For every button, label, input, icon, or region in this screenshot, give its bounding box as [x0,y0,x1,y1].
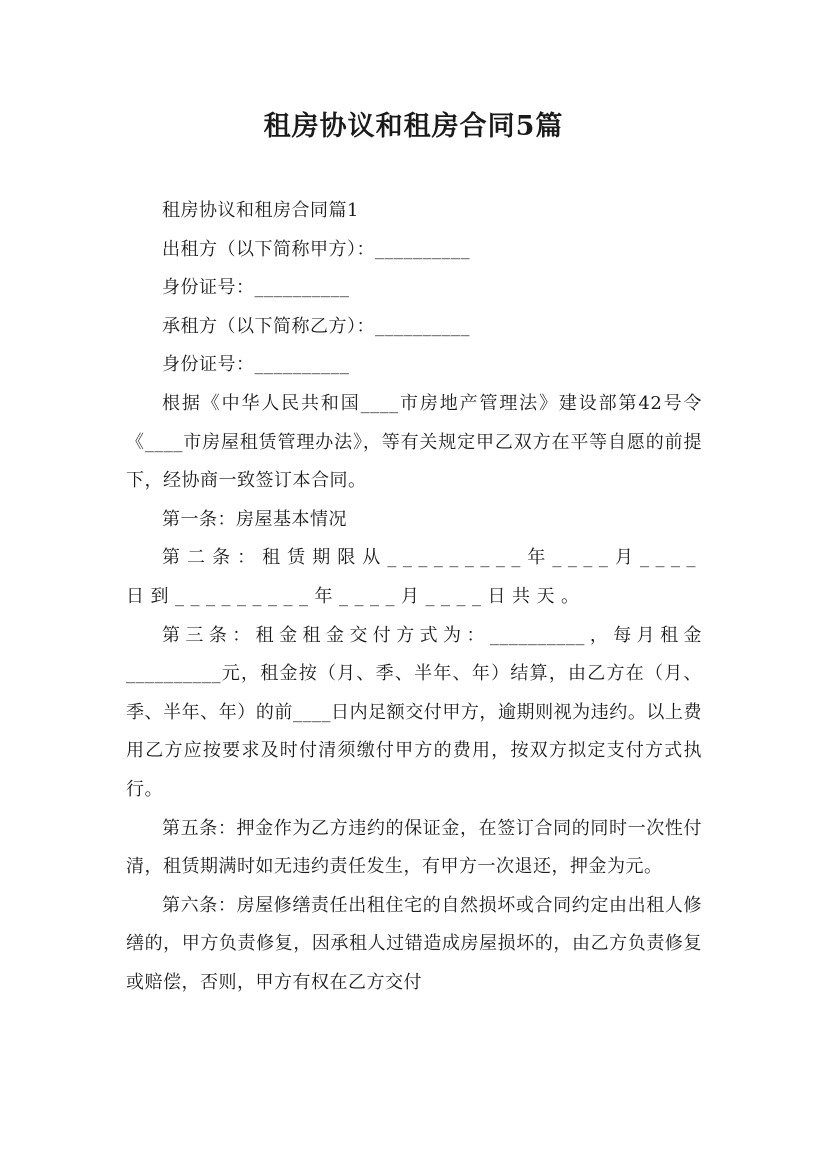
lessor-line: 出租方（以下简称甲方）：__________ [162,238,470,260]
article-6: 第六条：房屋修缮责任出租住宅的自然损坏或合同约定由出租人修缮的，甲方负责修复，因承租人过错造成房屋损坏的，由乙方负责修复或赔偿，否则，甲方有权在乙方交付 [126,894,702,993]
article-5: 第五条：押金作为乙方违约的保证金，在签订合同的同时一次性付清，租赁期满时如无违约责任发生，有甲方一次退还，押金为元。 [126,817,702,878]
article-2: 第二条：租赁期限从_________年____月____日到_________年____月____日共天。 [126,547,702,607]
document-body [126,192,702,1002]
lessee-id-line: 身份证号：__________ [162,354,350,376]
article-1: 第一条：房屋基本情况 [162,508,347,530]
lessee-line: 承租方（以下简称乙方）：__________ [162,315,470,337]
preamble-paragraph: 根据《中华人民共和国____市房地产管理法》建设部第42号令《____市房屋租赁管理办法》，等有关规定甲乙双方在平等自愿的前提下，经协商一致签订本合同。 [126,392,702,492]
section-heading: 租房协议和租房合同篇1 [162,200,359,221]
lessor-id-line: 身份证号：__________ [162,277,350,299]
document-title: 租房协议和租房合同5篇 [263,111,564,142]
article-3: 第三条：租金租金交付方式为：__________，每月租金__________元，租金按（月、季、半年、年）结算，由乙方在（月、季、半年、年）的前____日内足额交付甲方，逾期则视为违约。以上费用乙方应按要求及时付清须缴付甲方的费用，按双方拟定支付方式执行。 [126,624,702,800]
